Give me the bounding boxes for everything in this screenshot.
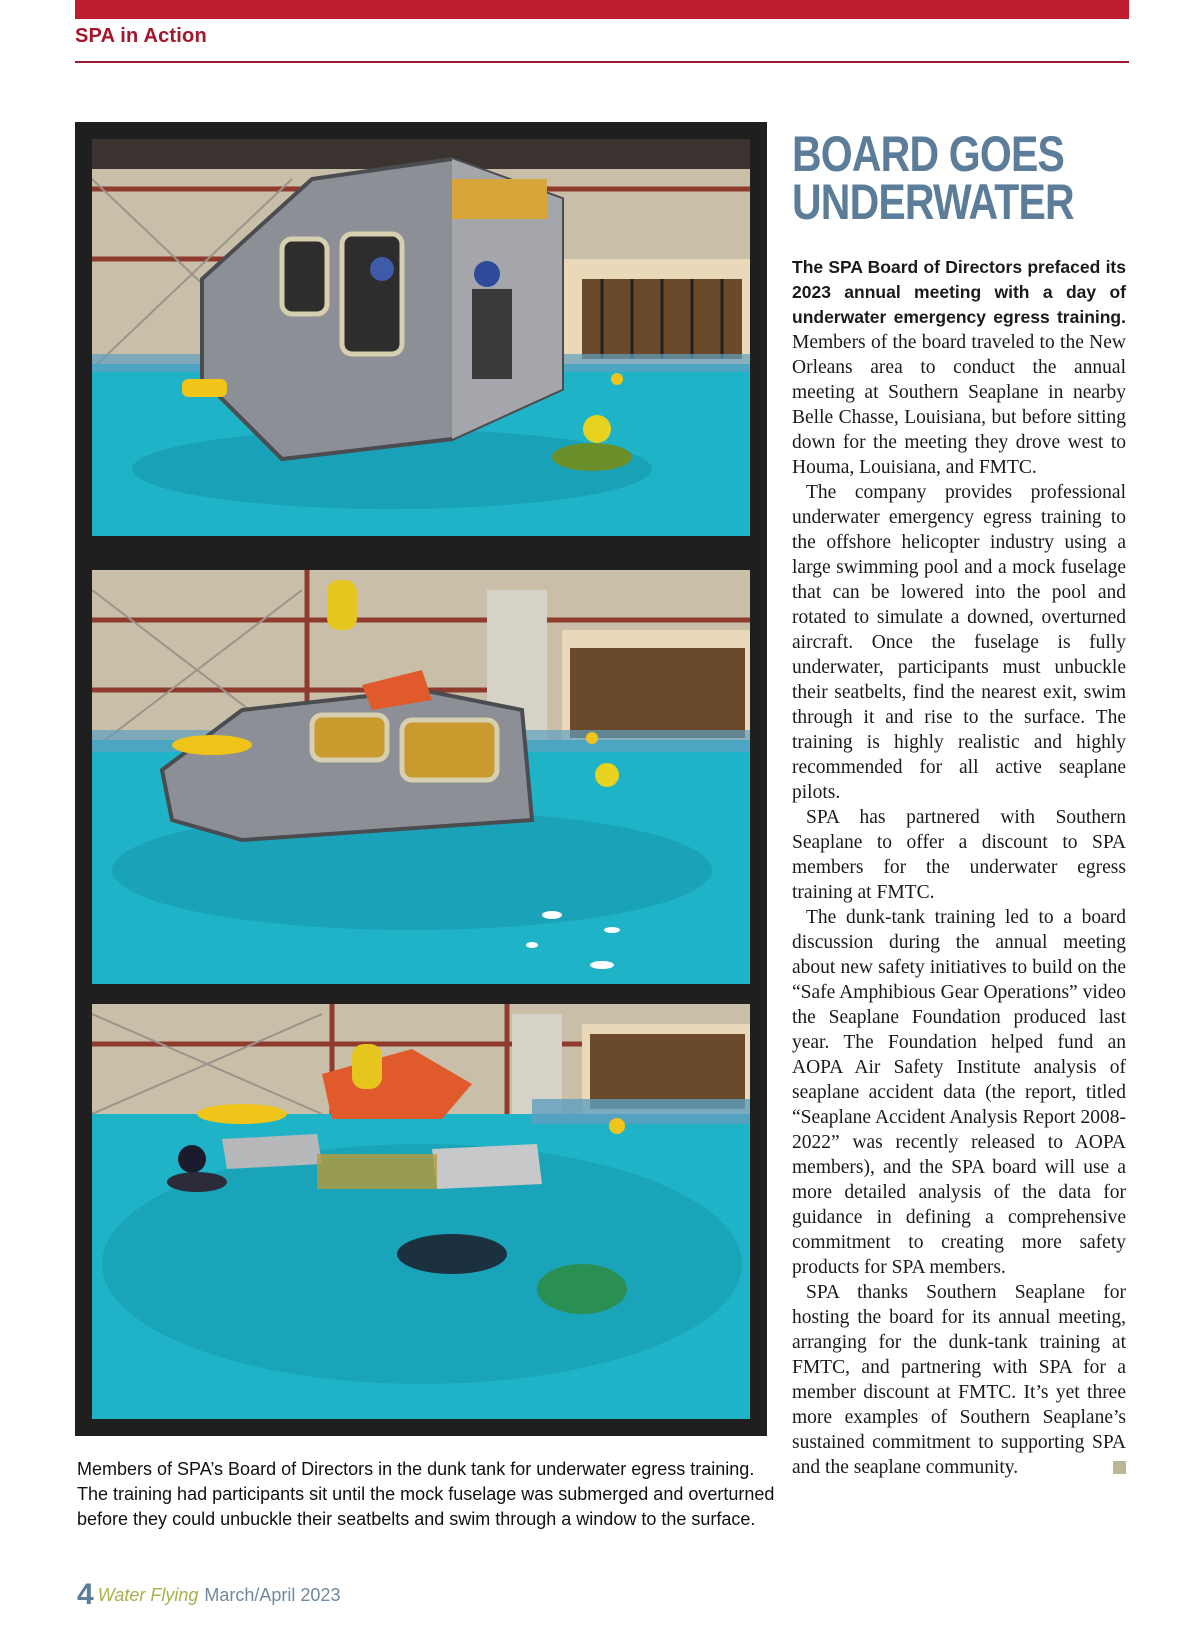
article-paragraph	[792, 255, 1126, 480]
article-paragraph: SPA has partnered with Southern Seaplane to offer a discount to SPA members for the underwater egress training at FMTC.	[792, 807, 1126, 903]
article-paragraph: The dunk-tank training led to a board discussion during the annual meeting about new safety initiatives to build on the “Safe Amphibious Gear Operations” video the Seaplane Foundation produced last year. The Foundation helped fund an AOPA Air Safety Institute analysis of seaplane accident data (the report, titled “Seaplane Accident Analysis Report 2008-2022” was recently released to AOPA members), and the SPA board will use a more detailed analysis of the data for guidance in defining a comprehensive commitment to creating more safety products for SPA members.	[792, 907, 1126, 1278]
article-paragraph-text: Members of the board traveled to the New Orleans area to conduct the annual meeting at Southern Seaplane in nearby Belle Chasse, Louisiana, but before sitting down for the meeting they drove west to Houma, Louisiana, and FMTC.	[792, 332, 1126, 478]
article-paragraph-last	[792, 1280, 1126, 1480]
photo-caption: Members of SPA’s Board of Directors in the dunk tank for underwater egress training. The training had participants sit until the mock fuselage was submerged and overturned before they could unbuckle their seatbelts and swim through a window to the surface.	[77, 1459, 775, 1529]
article-paragraph-text: SPA thanks Southern Seaplane for hosting the board for its annual meeting, arranging for the dunk-tank training at FMTC, and partnering with SPA for a member discount at FMTC. It’s yet three more examples of Southern Seaplane’s sustained commitment to supporting SPA and the seaplane community.	[792, 1282, 1126, 1478]
article-body	[792, 255, 1126, 1480]
top-color-bar	[75, 0, 1129, 19]
issue-date: March/April 2023	[204, 1585, 341, 1605]
page-number: 4	[77, 1578, 94, 1611]
photo-collage	[75, 122, 767, 1436]
header-rule	[75, 61, 1129, 63]
section-label: SPA in Action	[75, 25, 207, 47]
photo-fuselage-submerging	[92, 570, 750, 984]
article-lead: The SPA Board of Directors prefaced its 2023 annual meeting with a day of underwater emergency egress training.	[792, 257, 1126, 327]
photo-fuselage-suspended	[92, 139, 750, 536]
photo-fuselage-submerged	[92, 1004, 750, 1419]
article-paragraph: The company provides professional underwater emergency egress training to the offshore helicopter industry using a large swimming pool and a mock fuselage that can be lowered into the pool and rotated to simulate a downed, overturned aircraft. Once the fuselage is fully underwater, participants must unbuckle their seatbelts, find the nearest exit, swim through it and rise to the surface. The training is highly realistic and highly recommended for all active seaplane pilots.	[792, 482, 1126, 803]
magazine-name: Water Flying	[97, 1585, 199, 1605]
end-mark-icon	[1113, 1461, 1126, 1474]
page-footer	[77, 1578, 340, 1612]
article-headline: BOARD GOES UNDERWATER	[792, 126, 1074, 230]
